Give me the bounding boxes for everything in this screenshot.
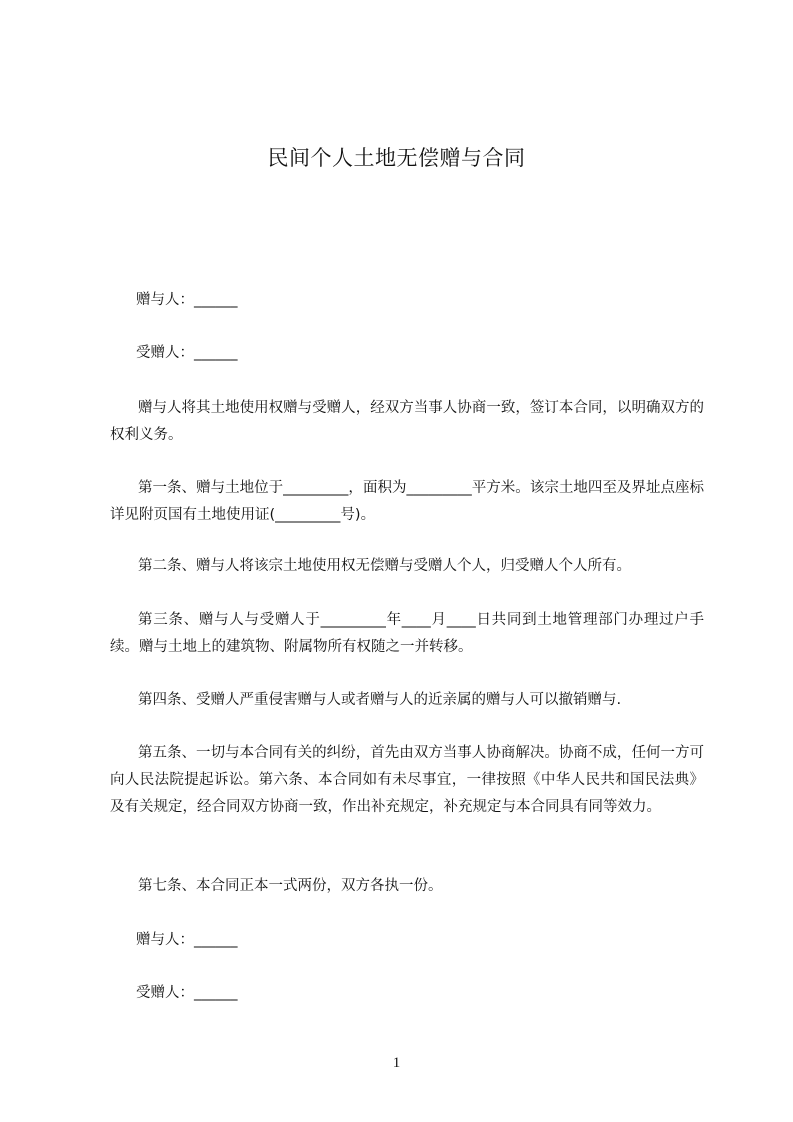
donee-line-top: 受赠人：______ [136,345,238,361]
paragraph-article-2: 第二条、赠与人将该宗土地使用权无偿赠与受赠人个人，归受赠人个人所有。 [138,558,631,574]
page-number: 1 [392,1055,401,1071]
paragraph-article-5-6: 第五条、一切与本合同有关的纠纷，首先由双方当事人协商解决。协商不成，任何一方可向人民法院提起诉讼。第六条、本合同如有未尽事宜，一律按照《中华人民共和国民法典》及有关规定，经合同双方协商一致，作出补充规定，补充规定与本合同具有同等效力。 [110,745,704,815]
paragraph-article-7: 第七条、本合同正本一式两份，双方各执一份。 [138,878,443,894]
paragraph-intro: 赠与人将其土地使用权赠与受赠人，经双方当事人协商一致，签订本合同，以明确双方的权利义务。 [110,400,704,443]
document-title: 民间个人土地无偿赠与合同 [267,146,526,170]
paragraph-article-3: 第三条、赠与人与受赠人于_________年____月____日共同到土地管理部门办理过户手续。赠与土地上的建筑物、附属物所有权随之一并转移。 [110,612,704,655]
donee-line-bottom: 受赠人：______ [136,985,238,1001]
donor-line-bottom: 赠与人：______ [136,932,238,948]
paragraph-article-4: 第四条、受赠人严重侵害赠与人或者赠与人的近亲属的赠与人可以撤销赠与. [138,692,622,708]
donor-line-top: 赠与人：______ [136,292,238,308]
paragraph-article-1: 第一条、赠与土地位于_________，面积为_________平方米。该宗土地四至及界址点座标详见附页国有土地使用证(_________号)。 [110,480,704,523]
